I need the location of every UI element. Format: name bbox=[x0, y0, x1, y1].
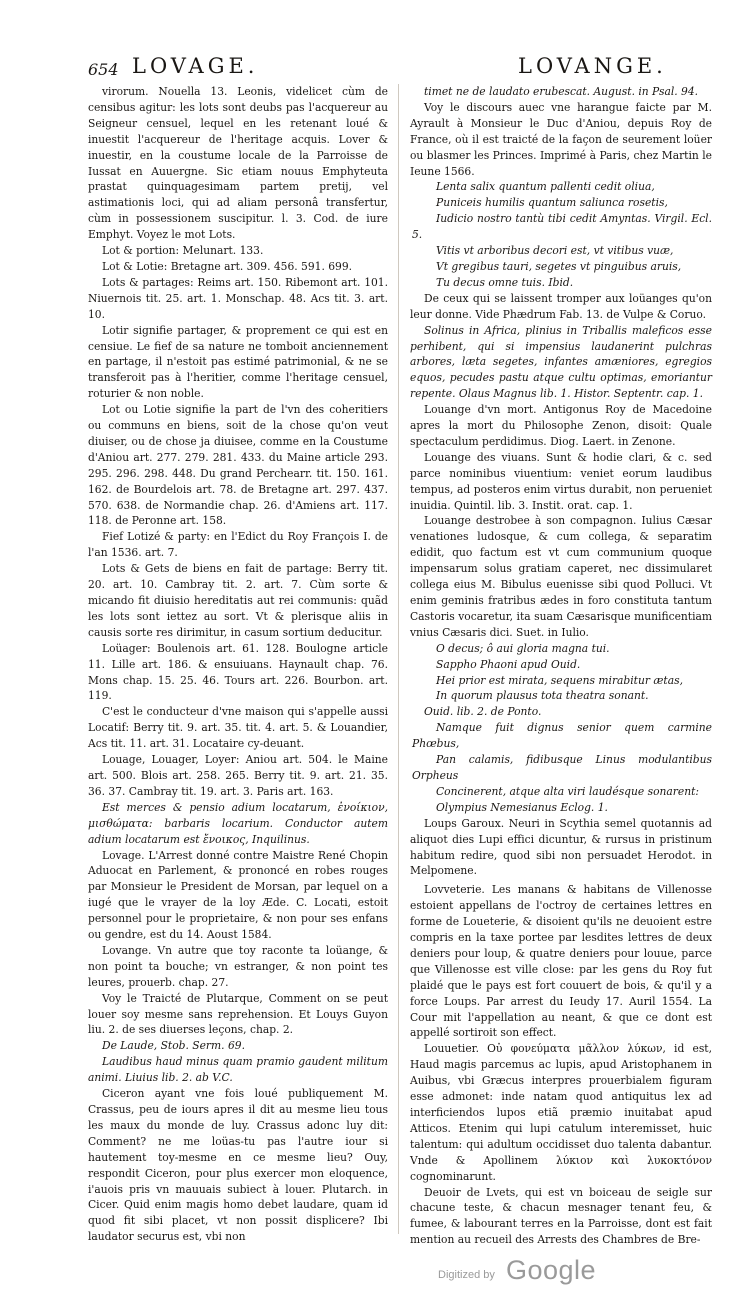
paragraph: virorum. Nouella 13. Leonis, videlicet cùm de censibus agitur: les lots sont deubs pas l'acquereur au Seigneur censuel, lequel en les retenant loué & inuestit l'acquereur de l'heritage acquis. Lover & inuestir, en la coustume locale de la Parroisse de Iussat en Auuergne. Sic etiam nouus Emphyteuta prastat quinquagesimam partem pretij, vel astimationis loci, qui ad aliam personâ transfertur, cùm in possessionem suscipitur. l. 3. Cod. de iure Emphyt. Voyez le mot Lots. bbox=[88, 85, 388, 242]
left-column bbox=[88, 84, 388, 1245]
paragraph: Lots & Gets de biens en fait de partage: Berry tit. 20. art. 10. Cambray tit. 2. art. 7. Cùm sorte & micando fit diuisio hereditatis aut rei communis: quãd les lots sont iettez au sort. Vt & plerisque aliis in causis sorte res dirimitur, in casum sortium deducitur. bbox=[88, 562, 388, 639]
paragraph: Loups Garoux. Neuri in Scythia semel quotannis ad aliquot dies Lupi effici dicuntur, & rursus in pristinum habitum redire, quod sibi non persuadet Herodot. in Melpomene. bbox=[410, 816, 712, 878]
paragraph: Lot ou Lotie signifie la part de l'vn des coheritiers ou communs en biens, soit de la chose qu'on veut diuiser, ou de chose ja diuisee, comme en la Coustume d'Aniou art. 277. 279. 281. 433. du Maine article 293. 295. 296. 298. 448. Du grand Perchearr. tit. 150. 161. 162. de Bourdelois art. 78. de Bretagne art. 297. 437. 570. 638. de Normandie chap. 26. d'Amiens art. 117. 118. de Peronne art. 158. bbox=[88, 403, 388, 528]
paragraph: Sappho Phaoni apud Ouid. bbox=[436, 657, 581, 671]
paragraph: Lovange. Vn autre que toy raconte ta loüange, & non point ta bouche; vn estranger, & non point tes leures, prouerb. chap. 27. bbox=[88, 943, 388, 989]
paragraph: Olympius Nemesianus Eclog. 1. bbox=[436, 800, 608, 814]
running-head-left: LOVAGE. bbox=[132, 54, 259, 78]
paragraph: Namque fuit dignus senior quem carmine Phœbus, bbox=[412, 721, 712, 751]
paragraph: Voy le discours auec vne harangue faicte par M. Ayrault à Monsieur le Duc d'Aniou, depuis Roy de France, où il est traicté de la façon de seurement loüer ou blasmer les Princes. Imprimé à Paris, chez Martin le Ieune 1566. bbox=[410, 100, 712, 178]
paragraph: Hei prior est mirata, sequens mirabitur ætas, bbox=[436, 673, 683, 687]
paragraph: Iudicio nostro tantù tibi cedit Amyntas. Virgil. Ecl. 5. bbox=[412, 212, 712, 242]
paragraph: Fief Lotizé & party: en l'Edict du Roy François I. de l'an 1536. art. 7. bbox=[88, 530, 388, 560]
paragraph: Solinus in Africa, plinius in Triballis maleficos esse perhibent, qui si impensius laudanerint pulchras arbores, læta segetes, infantes amæniores, egregios equos, pecudes pastu atque cultu optimas, emoriantur repente. Olaus Magnus lib. 1. Histor. Septentr. cap. 1. bbox=[410, 323, 712, 401]
paragraph: Louange des viuans. Sunt & hodie clari, & c. sed parce nominibus viuentium: veniet eorum laudibus tempus, ad posteros enim virtus durabit, non perueniet inuidia. Quintil. lib. 3. Instit. orat. cap. 1. bbox=[410, 450, 712, 512]
paragraph: Louage, Louager, Loyer: Aniou art. 504. le Maine art. 500. Blois art. 258. 265. Berry tit. 9. art. 21. 35. 36. 37. Cambray tit. 19. art. 3. Paris art. 163. bbox=[88, 753, 388, 798]
paragraph: Voy le Traicté de Plutarque, Comment on se peut louer soy mesme sans reprehension. Et Louys Guyon liu. 2. de ses diuerses leçons, chap. 2. bbox=[88, 991, 388, 1037]
paragraph: Deuoir de Lvets, qui est vn boiceau de seigle sur chacune teste, & chacun mesnager tenant feu, & fumee, & labourant terres en la Parroisse, dont est fait mention au recueil des Arrests des Chambres de Bre- bbox=[410, 1185, 712, 1247]
column-divider bbox=[398, 84, 399, 1234]
paragraph: Est merces & pensio adium locatarum, ἐνοίκιον, μισθώματα: barbaris locarium. Conductor autem adium locatarum est ἔνοικος, Inquilinus. bbox=[88, 800, 388, 846]
paragraph: Ouid. lib. 2. de Ponto. bbox=[424, 705, 542, 719]
paragraph: Louuetier. Οὐ φονεύματα μᾶλλον λύκων, id est, Haud magis parcemus ac lupis, apud Aristophanem in Auibus, vbi Græcus interpres prouerbialem figuram esse admonet: inde natam quod antiquitus lex ad interficiendos lupos etiã præmio inuitabat apud Atticos. Etenim qui lupi catulum interemisset, huic talentum: qui adultum occidisset duo talenta dabantur. Vnde & Apollinem λύκιον καὶ λυκοκτόνον cognominarunt. bbox=[410, 1042, 712, 1183]
google-logo: Google bbox=[506, 1255, 597, 1285]
paragraph: Lots & partages: Reims art. 150. Ribemont art. 101. Niuernois tit. 25. art. 1. Monschap. 48. Acs tit. 3. art. 10. bbox=[88, 275, 388, 321]
paragraph: Loüager: Boulenois art. 61. 128. Boulogne article 11. Lille art. 186. & ensuiuans. Haynault chap. 76. Mons chap. 15. 25. 46. Tours art. 226. Bourbon. art. 119. bbox=[88, 641, 388, 703]
paragraph: Lot & Lotie: Bretagne art. 309. 456. 591. 699. bbox=[102, 259, 353, 273]
paragraph: Vt gregibus tauri, segetes vt pinguibus aruis, bbox=[436, 259, 682, 273]
paragraph: Puniceis humilis quantum saliunca rosetis, bbox=[436, 196, 668, 210]
paragraph: O decus; ô aui gloria magna tui. bbox=[436, 641, 610, 655]
paragraph: De Laude, Stob. Serm. 69. bbox=[102, 1039, 245, 1053]
paragraph: Laudibus haud minus quam pramio gaudent militum animi. Liuius lib. 2. ab V.C. bbox=[88, 1055, 388, 1085]
paragraph: In quorum plausus tota theatra sonant. bbox=[436, 689, 649, 703]
paragraph: Pan calamis, fidibusque Linus modulantibus Orpheus bbox=[412, 753, 712, 782]
paragraph: Tu decus omne tuis. Ibid. bbox=[436, 275, 574, 289]
digitized-by-google-watermark bbox=[430, 1255, 680, 1289]
paragraph: Louange destrobee à son compagnon. Iulius Cæsar venationes ludosque, & cum collega, & separatim edidit, quo factum est vt cum communium quoque impensarum solus gratiam caperet, nec dissimularet collega eius M. Bibulus euenisse sibi quod Polluci. Vt enim geminis fratribus ædes in foro constituta tantum Castoris vocaretur, ita suam Cæsarisque munificentiam vnius Cæsaris dici. Suet. in Iulio. bbox=[410, 514, 712, 639]
paragraph: De ceux qui se laissent tromper aux loüanges qu'on leur donne. Vide Phædrum Fab. 13. de Vulpe & Coruo. bbox=[410, 291, 712, 321]
running-head-right: LOVANGE. bbox=[518, 54, 667, 78]
book-page bbox=[88, 50, 714, 1247]
paragraph: Concinerent, atque alta viri laudésque sonarent: bbox=[436, 784, 700, 798]
watermark-prefix: Digitized by bbox=[438, 1269, 495, 1281]
page-number: 654 bbox=[88, 60, 119, 79]
paragraph: Lovage. L'Arrest donné contre Maistre René Chopin Aduocat en Parlement, & prononcé en robes rouges par Monsieur le President de Morsan, par lequel on a iugé que le vrayer de la loy Æde. C. Locati, estoit personnel pour le proprietaire, & non pour ses enfans ou gendre, est du 14. Aoust 1584. bbox=[88, 848, 388, 942]
paragraph: Lovveterie. Les manans & habitans de Villenosse estoient appellans de l'octroy de certaines lettres en forme de Loueterie, & disoient qu'ils ne deuoient estre compris en la taxe portee par lesdites lettres de deux deniers pour loup, & quatre deniers pour louue, parce que Villenosse est ville close: par les gens du Roy fut plaidé que le pays est fort couuert de bois, & qu'il y a force Loups. Par arrest du Ieudy 17. Auril 1554. La Cour mit l'appellation au neant, & que ce dont est appellé sortiroit son effect. bbox=[410, 883, 712, 1040]
paragraph: Lotir signifie partager, & proprement ce qui est en censiue. Le fief de sa nature ne tomboit anciennement en partage, il n'estoit pas estimé patrimonial, & ne se transferoit pas à l'heritier, comme l'heritage censuel, roturier & non noble. bbox=[88, 323, 388, 401]
paragraph: Lot & portion: Melunart. 133. bbox=[102, 244, 264, 258]
paragraph: C'est le conducteur d'vne maison qui s'appelle aussi Locatif: Berry tit. 9. art. 35. tit. 4. art. 5. & Louandier, Acs tit. 11. art. 31. Locataire cy-deuant. bbox=[88, 705, 388, 751]
paragraph: Louange d'vn mort. Antigonus Roy de Macedoine apres la mort du Philosophe Zenon, disoit: Quale spectaculum perdidimus. Diog. Laert. in Zenone. bbox=[410, 403, 712, 448]
paragraph: Lenta salix quantum pallenti cedit oliua, bbox=[436, 180, 655, 194]
paragraph: Ciceron ayant vne fois loué publiquement M. Crassus, peu de iours apres il dit au mesme lieu tous les maux du monde de luy. Crassus adonc luy dit: Comment? ne me loüas-tu pas l'autre iour si hautement toy-mesme en ce mesme lieu? Ouy, respondit Ciceron, pour plus exercer mon eloquence, i'auois pris vn mauuais subiect à louer. Plutarch. in Cicer. Quid enim magis homo debet laudare, quam id quod fit sibi placet, vt non possit displicere? Ibi laudator securus est, vbi non bbox=[88, 1087, 388, 1244]
paragraph: Vitis vt arboribus decori est, vt vitibus vuæ, bbox=[436, 244, 674, 258]
paragraph: timet ne de laudato erubescat. August. in Psal. 94. bbox=[424, 85, 699, 98]
right-column bbox=[410, 84, 712, 1248]
